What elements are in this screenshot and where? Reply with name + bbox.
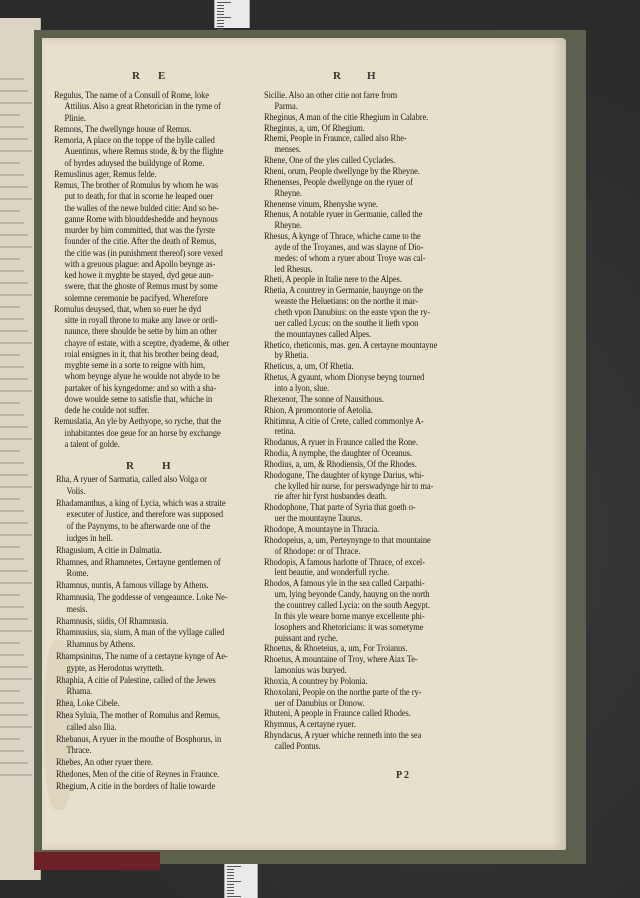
entry-continuation-line: Rhamnus by Athens. [66,639,136,651]
dictionary-entry-line: Rheni, orum, People dwellynge by the Rheyne. [264,165,420,177]
ruler-tick [227,872,234,873]
entry-continuation-line: whom beynge alyue he woulde not abyde to be [64,371,220,383]
dictionary-entry-line: Rhodogune, The daughter of kynge Darius, whi- [264,469,425,481]
entry-continuation-line: lent beautie, and wonderfull ryche. [274,567,390,579]
facing-page-text-line [0,102,32,104]
entry-continuation-line: puissant and ryche. [274,632,338,644]
dictionary-entry-line: Rhemi, People in Fraunce, called also Rhe- [264,133,407,145]
dictionary-entry-line: Rhodope, A mountayne in Thracia. [264,524,380,535]
entry-continuation-line: che kylled hir nurse, for perswadynge hir to ma- [274,480,434,492]
section-heading-2: H [162,460,171,472]
entry-continuation-line: cheth vpon Danubius: on the easte vpon the ry- [274,307,430,318]
facing-page-text-line [0,690,20,692]
dictionary-entry-line: Rhymnus, A certayne ryuer. [264,719,356,731]
entry-continuation-line: founder of the citie. After the death of Remus, [64,236,217,248]
facing-page-text-line [0,594,20,596]
facing-page-text-line [0,162,20,164]
entry-continuation-line: executer of Justice, and therefore was supposed [66,509,224,521]
facing-page-text-line [0,630,32,632]
facing-page-text-line [0,174,24,176]
facing-page-text-line [0,366,24,368]
facing-page-text-line [0,414,24,416]
dictionary-entry-line: Rhoetus, A mountaine of Troy, where Aiax Te- [264,654,418,666]
dictionary-entry-line: Rheti, A people in Italie nere to the Alpes. [264,274,402,286]
page-signature: P 2 [396,770,410,781]
ruler-tick [227,896,241,897]
dictionary-entry-line: Rhodophone, That parte of Syria that goeth o- [264,502,416,514]
facing-page-text-line [0,198,32,200]
entry-continuation-line: ked howe it myghte be stayed, dyd geue aun- [64,270,214,281]
dictionary-entry-line: Rhoxia, A countrey by Polonia. [264,675,368,687]
entry-continuation-line: losophers and Rhetoricians: it was sometyme [274,621,424,633]
facing-page-text-line [0,186,28,188]
dictionary-entry-line: Rhenenses, People dwellynge on the ryuer of [264,176,413,188]
dictionary-entry-line: Rhodius, a, um, & Rhodiensis, Of the Rhodes. [264,458,417,470]
entry-continuation-line: with a greuous plague: and Apollo beynge as- [64,258,216,270]
entry-continuation-line: into a lyon, slue. [274,382,330,394]
entry-continuation-line: of the Paynyms, to be afterwarde one of the [66,521,211,533]
entry-continuation-line: solemne ceremonie be pacifyed. Wherefore [64,292,208,304]
facing-page-text-line [0,606,24,608]
entry-continuation-line: Attilius. Also a great Rhetorician in the tyme of [64,101,221,113]
facing-page-text-line [0,210,20,212]
dictionary-entry-line: Rhetus, A gyaunt, whom Dionyse beyng tourned [264,372,425,384]
entry-continuation-line: led Rhesus. [274,263,313,275]
entry-continuation-line: of Rhodope: or of Thrace. [274,545,361,557]
ruler-tick [217,11,224,12]
entry-continuation-line: partaker of his kyngedome: and so with a sha- [64,382,217,394]
entry-continuation-line: mesis. [66,603,88,615]
ruler-tick [217,2,231,3]
facing-page-text-line [0,294,32,296]
dictionary-entry-line: Rhitimna, A citie of Crete, called commonlye A- [264,415,424,427]
ruler-tick [217,8,224,9]
facing-page-text-line [0,702,24,704]
dictionary-entry-line: Rhodopeius, a, um, Perteynynge to that mountaine [264,534,431,546]
entry-continuation-line: um, lying beyonde Candy, hauyng on the north [274,589,430,601]
entry-continuation-line: the countrey called Lycia: on the south Aegypt. [274,599,430,611]
dictionary-entry-line: Rhenus, A notable ryuer in Germanie, called the [264,209,423,221]
entry-continuation-line: called Pontus. [274,741,321,752]
entry-continuation-line: Sicilie. Also an other citie not farre from [264,90,398,101]
ruler-tick [217,5,224,6]
facing-page-text-line [0,546,20,548]
ruler-tick [227,884,234,885]
dictionary-entry-line: Rhene, One of the yles called Cyclades. [264,155,396,167]
entry-continuation-line: Rheyne. [274,220,302,232]
facing-page-text-line [0,318,24,320]
facing-page-text-line [0,450,20,452]
dictionary-entry-line: Rheticus, a, um, Of Rhetia. [264,361,354,373]
dictionary-entry-line: Rhyndacus, A ryuer whiche renneth into the sea [264,730,422,742]
dictionary-entry-line: Rhagusium, A citie in Dalmatia. [56,544,162,556]
dictionary-entry-line: Rhion, A promontorie of Aetolia. [264,404,373,416]
dictionary-entry-line: Rhamnusis, siidis, Of Rhamnusia. [56,615,169,627]
facing-page-text-line [0,654,24,656]
dictionary-entry-line: Remuslinus ager, Remus felde. [54,168,157,180]
dictionary-entry-line: Rhamnes, and Rhamnetes, Certayne gentlemen of [56,556,221,568]
dictionary-entry-line: Rhegium, A citie in the borders of Italie towarde [56,780,216,792]
facing-page-text-line [0,354,20,356]
facing-page-text-line [0,738,20,740]
ruler-tick [217,17,231,18]
entry-continuation-line: naunce, there shoulde be sette by him an other [64,326,217,338]
entry-continuation-line: swere, that the ghoste of Remus must by some [64,281,218,293]
facing-page-text-line [0,486,32,488]
facing-page-text-line [0,438,32,440]
ruler-tick [217,26,224,27]
leather-spine [34,852,160,870]
dictionary-entry-line: Rhodos, A famous yle in the sea called Carpathi- [264,578,425,590]
facing-page-text-line [0,150,32,152]
facing-page-text-line [0,522,28,524]
entry-continuation-line: lamonius was buryed. [274,665,347,677]
entry-continuation-line: ayde of the Troyanes, and was slayne of Dio- [274,241,424,253]
facing-page-text-line [0,558,24,560]
dictionary-entry-line: Rhedones, Men of the citie of Reynes in Fraunce. [56,769,220,780]
dictionary-entry-line: Remoria, A place on the toppe of the hylle called [54,135,215,146]
entry-continuation-line: chayre of estate, with a sceptre, dyademe, & other [64,337,230,349]
dictionary-entry-line: Rhamnusia, The goddesse of vengeaunce. Loke Ne- [56,592,228,603]
entry-continuation-line: a talent of golde. [64,438,120,450]
facing-page-text-line [0,666,28,668]
entry-continuation-line: Rheyne. [274,187,302,199]
entry-continuation-line: the mountaynes called Alpes. [274,328,372,340]
scale-ruler-top [214,0,250,28]
entry-continuation-line: Parma. [274,100,298,112]
entry-continuation-line: dowe woulde seme to satisfie that, whiche in [64,393,213,405]
facing-page-text-line [0,90,28,92]
facing-page-text-line [0,126,24,128]
facing-page-text-line [0,762,28,764]
ruler-tick [217,20,224,21]
entry-continuation-line: Rhama. [66,686,93,698]
running-head-left-1: R [132,70,140,82]
facing-page-text-line [0,534,32,536]
entry-continuation-line: myghte seme in a sorte to reigne with him, [64,360,206,371]
entry-continuation-line: by Rhetia. [274,350,309,362]
section-heading-1: R [126,460,134,472]
entry-continuation-line: put to death, for that in scorne he leaped ouer [64,191,214,203]
ruler-tick [227,878,234,879]
dictionary-entry-line: Rhexenor, The sonne of Nausithous. [264,393,384,405]
facing-page-text-line [0,378,28,380]
facing-page-text-line [0,306,20,308]
entry-continuation-line: uer of Danubius or Donow. [274,697,365,709]
dictionary-entry-line: Rhampsinitus, The name of a certayne kynge of Ae- [56,651,228,662]
dictionary-entry-line: Remons, The dwellynge house of Remus. [54,123,192,135]
dictionary-entry-line: Rhamnus, nuntis, A famous village by Athens. [56,580,209,592]
entry-continuation-line: ganne Rome with blouddeshedde and heynous [64,213,218,225]
facing-page-text-line [0,462,24,464]
entry-continuation-line: sitte in royall throne to make any lawe or ordi- [64,315,218,326]
entry-continuation-line: uer the mountayne Taurus. [274,513,363,525]
ruler-tick [227,887,234,888]
dictionary-entry-line: Rhamnusius, sia, sium, A man of the vyllage called [56,627,225,639]
facing-page-text-line [0,246,32,248]
entry-continuation-line: inhabitantes doe geue for an horse by exchange [64,427,221,439]
dictionary-entry-line: Rhaphia, A citie of Palestine, called of the Jewes [56,674,216,686]
dictionary-entry-line: Rhoxolani, People on the northe parte of the ry- [264,686,422,698]
entry-continuation-line: the citie was (in punishment thereof) sore vexed [64,247,223,259]
dictionary-entry-line: Rhoetus, & Rhoeteius, a, um, For Troianus. [264,643,408,655]
dictionary-entry-line: Remuslatia, An yle by Aethyope, so ryche, that the [54,416,221,428]
facing-page-text-line [0,270,24,272]
facing-page-text-line [0,138,28,140]
entry-continuation-line: rie after hir fyrst husbandes death. [274,491,387,503]
entry-continuation-line: murder by him committed, that was the fyrste [64,225,215,236]
facing-page-text-line [0,726,32,728]
dictionary-entry-line: Rheginus, A man of the citie Rhegium in Calabre. [264,111,429,123]
scale-ruler-bottom [224,864,258,898]
facing-page-text-line [0,342,32,344]
entry-continuation-line: Volis. [66,485,86,497]
ruler-tick [227,875,234,876]
running-head-right-2: H [367,70,376,82]
facing-page-text-line [0,678,32,680]
dictionary-entry-line: Rhea Syluia, The mother of Romulus and Remus, [56,710,221,721]
entry-continuation-line: called also Ilia. [66,721,117,733]
entry-continuation-line: retina. [274,426,296,438]
entry-continuation-line: Plinie. [64,112,86,124]
dictionary-entry-line: Rha, A ryuer of Sarmatia, called also Volga or [56,474,207,485]
facing-page-text-line [0,78,24,80]
ruler-tick [227,881,241,882]
dictionary-entry-line: Rhesus, A kynge of Thrace, whiche came to the [264,231,421,243]
entry-continuation-line: roial ensignes in it, that his brother being dead, [64,348,219,360]
facing-page-text-line [0,714,28,716]
facing-page-text-line [0,642,20,644]
ruler-tick [227,890,234,891]
dictionary-entry-line: Rhodopis, A famous harlotte of Thrace, of excel- [264,556,425,568]
ruler-tick [217,23,224,24]
facing-page-text-line [0,426,28,428]
facing-page-text-line [0,582,32,584]
facing-page-text-line [0,258,20,260]
facing-page-text-line [0,498,20,500]
entry-continuation-line: dede he coulde not suffer. [64,405,150,416]
dictionary-entry-line: Rhebes, An other ryuer there. [56,757,153,769]
dictionary-entry-line: Rhadamanthus, a king of Lycia, which was a straite [56,497,226,509]
entry-continuation-line: uer called Lycus: on the southe it lieth vpon [274,317,419,329]
dictionary-entry-line: Rheginus, a, um, Of Rhegium. [264,122,365,134]
running-head-right-1: R [333,70,341,82]
dictionary-entry-line: Rhuteni, A people in Fraunce called Rhodes. [264,708,411,720]
dictionary-entry-line: Rhenense vinum, Rhenyshe wyne. [264,198,378,210]
entry-continuation-line: Rome. [66,568,89,580]
entry-continuation-line: weaste the Heluetians: on the northe it mar- [274,296,418,308]
entry-continuation-line: medes: of whom a ryuer about Troye was cal- [274,252,426,264]
ruler-tick [227,866,241,867]
dictionary-entry-line: Rhetia, A countrey in Germanie, hauynge on the [264,285,423,297]
facing-page-text-line [0,402,20,404]
facing-page-text-line [0,234,28,236]
facing-page-text-line [0,750,24,752]
entry-continuation-line: iudges in hell. [66,533,113,544]
dictionary-entry-line: Rhodanus, A ryuer in Fraunce called the Rone. [264,437,418,449]
dictionary-entry-line: Rhetico, rheticonis, mas. gen. A certayne mountayne [264,339,438,351]
entry-continuation-line: gypte, as Herodotus wrytteth. [66,662,164,674]
facing-page-text-line [0,570,28,572]
facing-page-text-line [0,222,24,224]
facing-page-text-line [0,330,28,332]
entry-continuation-line: In this yle weare borne manye excellente phi- [274,610,425,622]
facing-page-text-line [0,390,32,392]
facing-page-text-line [0,510,24,512]
facing-page-text-line [0,774,32,776]
entry-continuation-line: Auentinus, where Remus stode, & by the flighte [64,146,224,158]
dictionary-entry-line: Rhodia, A nymphe, the daughter of Oceanus. [264,448,413,460]
facing-page-text-line [0,474,28,476]
entry-continuation-line: of byrdes aduysed the buildynge of Rome. [64,157,205,169]
dictionary-entry-line: Remus, The brother of Romulus by whom he was [54,180,219,191]
facing-page-text-line [0,114,20,116]
dictionary-entry-line: Rhea, Loke Cibele. [56,698,120,710]
entry-continuation-line: the walles of the newe bulded citie: And so be- [64,202,219,214]
ruler-tick [227,893,234,894]
dictionary-entry-line: Rhebanus, A ryuer in the mouthe of Bosphorus, in [56,733,222,745]
dictionary-entry-line: Romulus deuysed, that, when so euer he dyd [54,303,202,315]
facing-page-text-line [0,618,28,620]
ruler-tick [227,869,234,870]
entry-continuation-line: Thrace. [66,745,92,757]
ruler-tick [217,14,224,15]
entry-continuation-line: menses. [274,144,301,156]
facing-page-text-line [0,282,28,284]
running-head-left-2: E [158,70,166,82]
dictionary-entry-line: Regulus, The name of a Consull of Rome, loke [54,90,209,101]
